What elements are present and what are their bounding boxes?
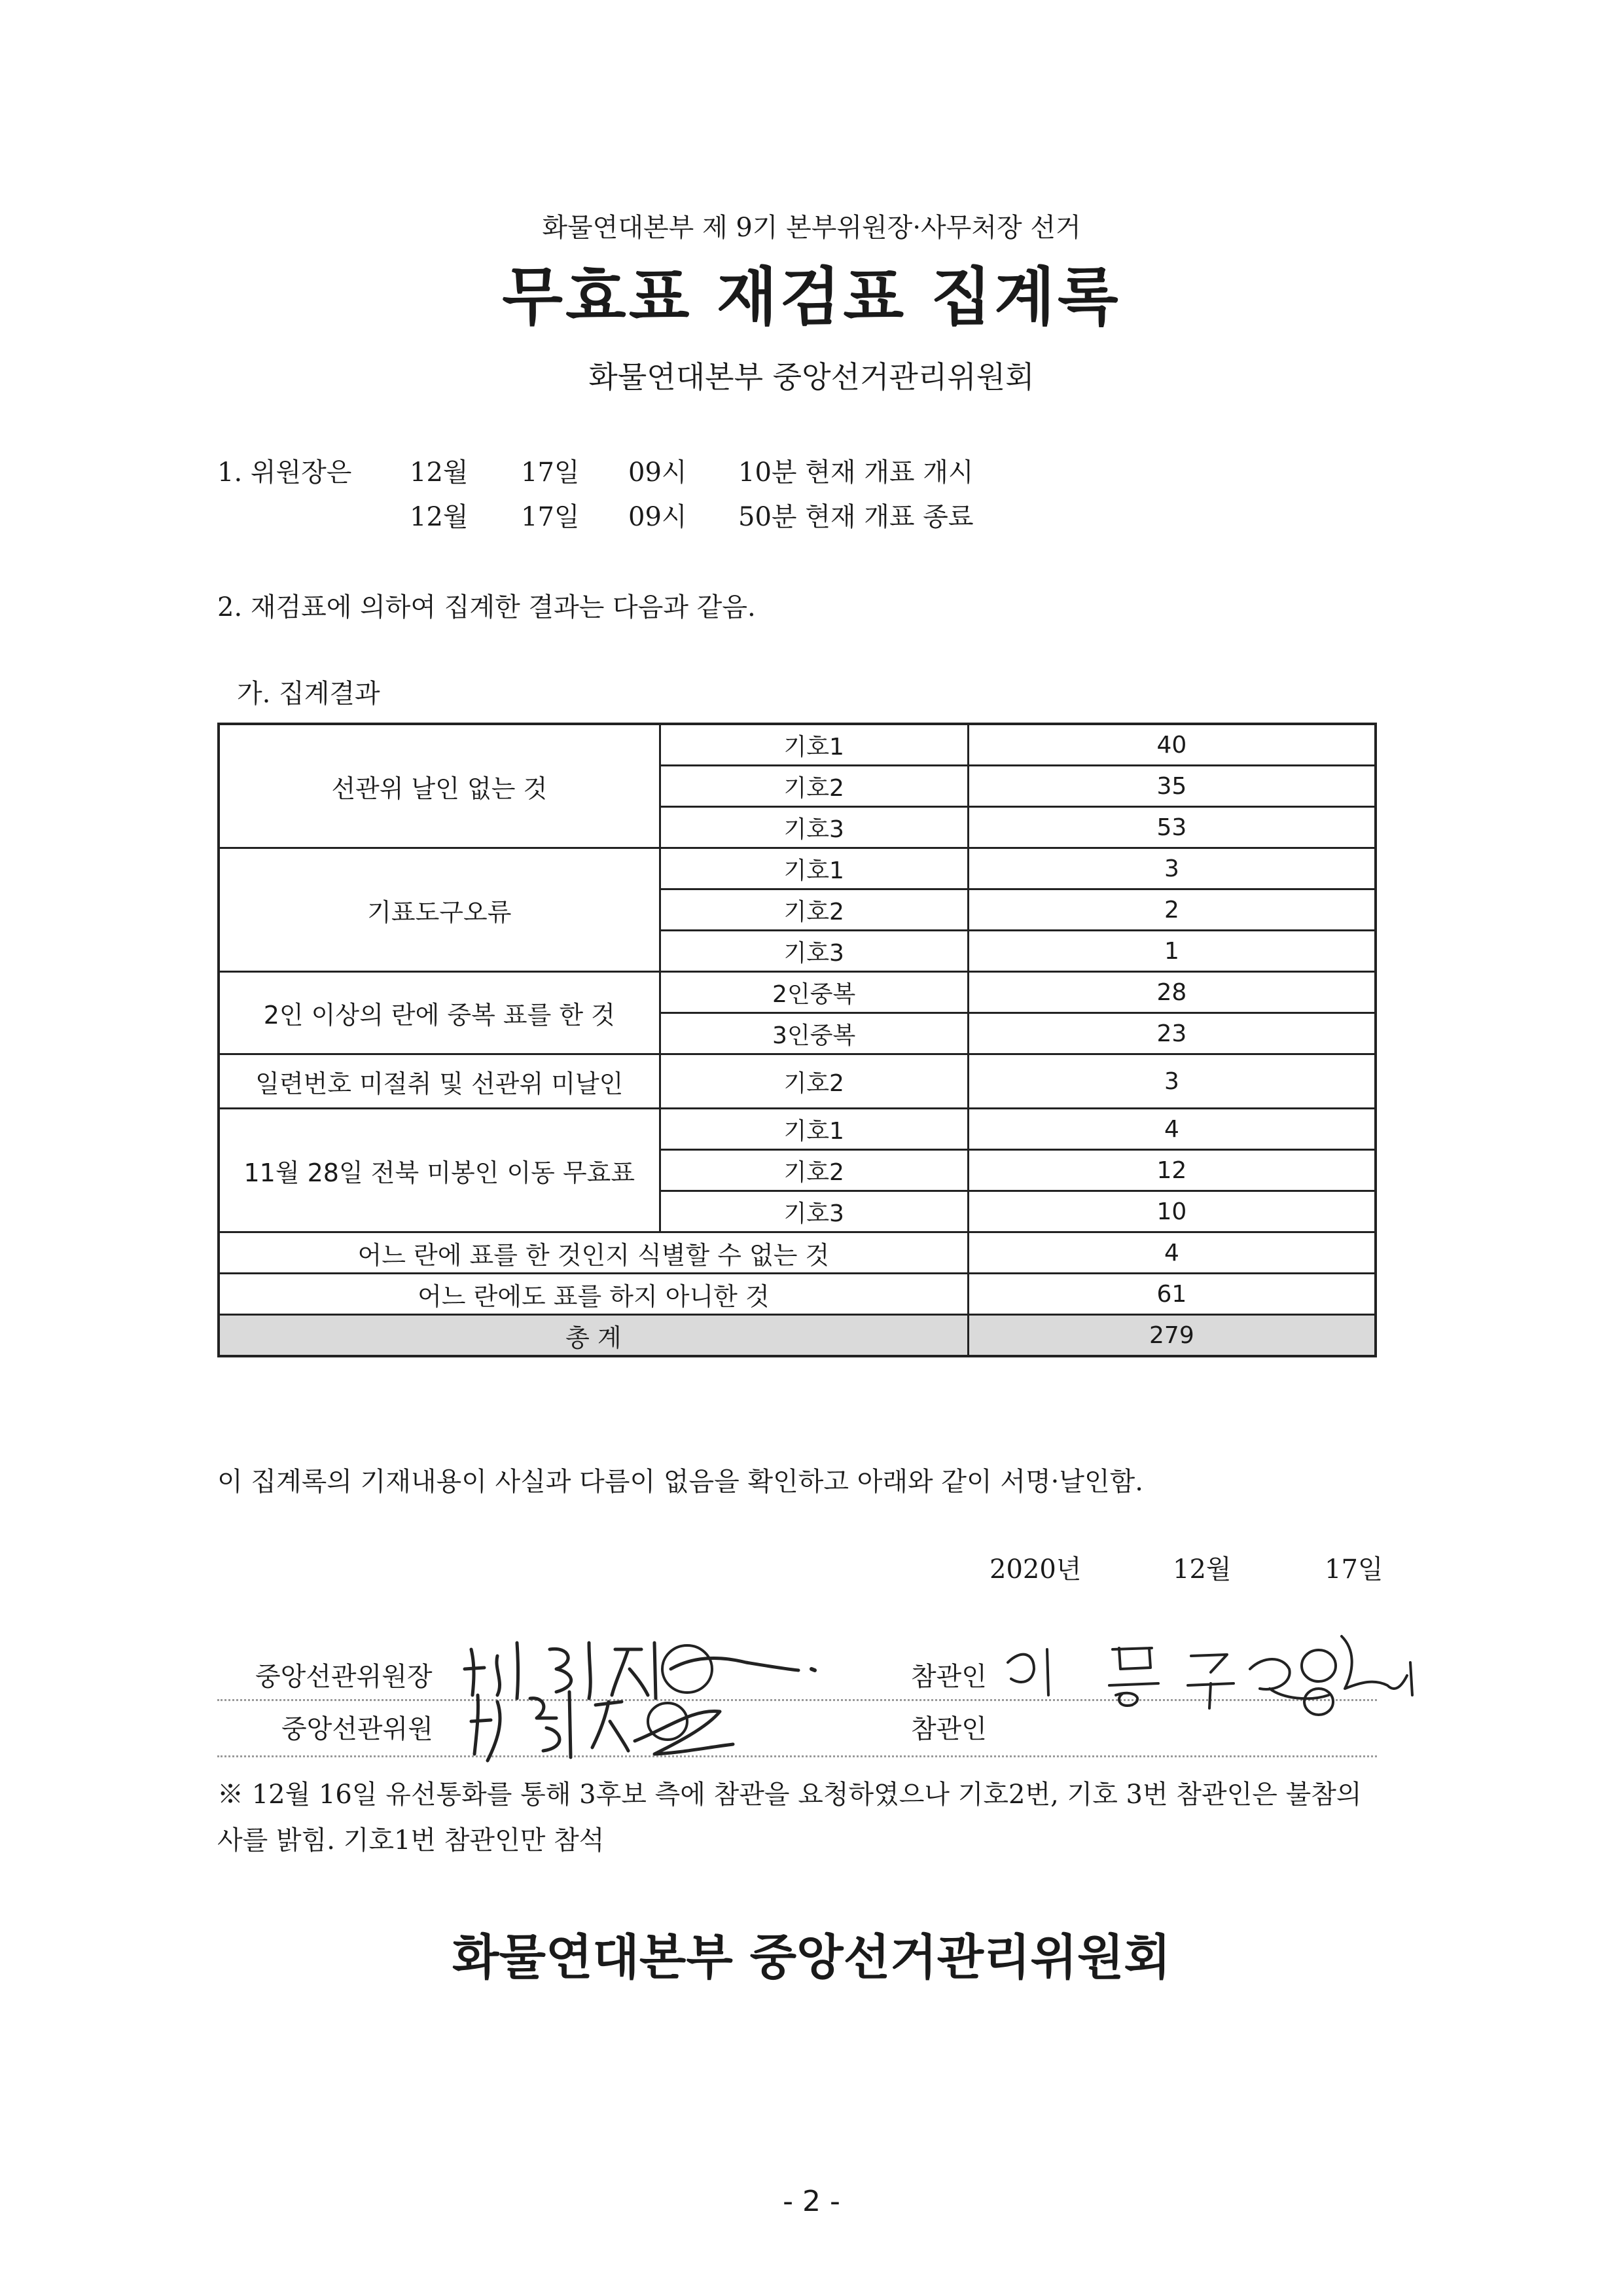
committee-name-top: 화물연대본부 중앙선거관리위원회 xyxy=(588,359,1035,395)
total-label: 총 계 xyxy=(219,1315,968,1357)
cell-value: 3 xyxy=(968,1054,1376,1109)
cell-value: 4 xyxy=(968,1232,1376,1274)
result-table xyxy=(217,723,1377,1357)
sub-label: 기호1 xyxy=(660,848,968,889)
cell-value: 28 xyxy=(968,972,1376,1013)
committee-name-footer: 화물연대본부 중앙선거관리위원회 xyxy=(452,1929,1171,1986)
sub-label: 기호2 xyxy=(660,766,968,807)
note-line1: ※ 12월 16일 유선통화를 통해 3후보 측에 참관을 요청하였으나 기호2번, 기호 3번 참관인은 불참의 xyxy=(217,1780,1362,1810)
cell-value: 23 xyxy=(968,1013,1376,1054)
cell-value: 61 xyxy=(968,1274,1376,1315)
member-signature xyxy=(458,1682,746,1767)
sub-label: 기호2 xyxy=(660,889,968,931)
total-row xyxy=(219,1315,1376,1357)
group-label: 일련번호 미절취 및 선관위 미날인 xyxy=(219,1054,660,1109)
group-label: 선관위 날인 없는 것 xyxy=(219,724,660,848)
observer2-label: 참관인 xyxy=(911,1714,987,1744)
cell-value: 10 xyxy=(968,1191,1376,1232)
sub-label: 기호1 xyxy=(660,1109,968,1150)
chair-label: 중앙선관위원장 xyxy=(255,1662,433,1692)
sub-label: 기호2 xyxy=(660,1150,968,1191)
date-year: 2020년 xyxy=(990,1554,1082,1585)
cell-value: 4 xyxy=(968,1109,1376,1150)
sub-label: 기호3 xyxy=(660,807,968,848)
date-day: 17일 xyxy=(1325,1554,1383,1585)
cell-value: 2 xyxy=(968,889,1376,931)
start-month: 12월 xyxy=(410,457,469,488)
table-row xyxy=(219,848,1376,889)
end-hour: 09시 xyxy=(628,502,687,532)
table-row xyxy=(219,724,1376,766)
table-row xyxy=(219,972,1376,1013)
signature-divider xyxy=(217,1755,1377,1757)
sub-label: 2인중복 xyxy=(660,972,968,1013)
cell-value: 40 xyxy=(968,724,1376,766)
cell-value: 3 xyxy=(968,848,1376,889)
document-title: 무효표 재검표 집계록 xyxy=(502,260,1121,334)
table-row xyxy=(219,1274,1376,1315)
observer1-label: 참관인 xyxy=(911,1662,987,1692)
table-row xyxy=(219,1232,1376,1274)
cell-value: 53 xyxy=(968,807,1376,848)
section2-text: 2. 재검표에 의하여 집계한 결과는 다음과 같음. xyxy=(217,592,756,622)
group-label: 11월 28일 전북 미봉인 이동 무효표 xyxy=(219,1109,660,1232)
single-row-label: 어느 란에 표를 한 것인지 식별할 수 없는 것 xyxy=(219,1232,968,1274)
start-day: 17일 xyxy=(521,457,580,488)
single-row-label: 어느 란에도 표를 하지 아니한 것 xyxy=(219,1274,968,1315)
note-line2: 사를 밝힘. 기호1번 참관인만 참석 xyxy=(217,1825,605,1856)
member-label: 중앙선관위원 xyxy=(281,1714,433,1744)
sub-label: 기호3 xyxy=(660,1191,968,1232)
table-row xyxy=(219,1054,1376,1109)
observer-signature xyxy=(1001,1623,1427,1728)
date-month: 12월 xyxy=(1173,1554,1232,1585)
sub-label: 기호2 xyxy=(660,1054,968,1109)
group-label: 기표도구오류 xyxy=(219,848,660,972)
sub-label: 기호1 xyxy=(660,724,968,766)
sub-label: 3인중복 xyxy=(660,1013,968,1054)
group-label: 2인 이상의 란에 중복 표를 한 것 xyxy=(219,972,660,1054)
total-value: 279 xyxy=(968,1315,1376,1357)
end-text: 50분 현재 개표 종료 xyxy=(738,502,974,532)
document-subtitle: 화물연대본부 제 9기 본부위원장·사무처장 선거 xyxy=(542,213,1081,243)
end-month: 12월 xyxy=(410,502,469,532)
start-hour: 09시 xyxy=(628,457,687,488)
confirmation-text: 이 집계록의 기재내용이 사실과 다름이 없음을 확인하고 아래와 같이 서명·날인함. xyxy=(217,1467,1143,1497)
end-day: 17일 xyxy=(521,502,580,532)
cell-value: 12 xyxy=(968,1150,1376,1191)
table-row xyxy=(219,1109,1376,1150)
start-text: 10분 현재 개표 개시 xyxy=(738,457,974,488)
section1-label: 1. 위원장은 xyxy=(217,457,352,488)
page-number: - 2 - xyxy=(783,2185,840,2218)
cell-value: 35 xyxy=(968,766,1376,807)
section2-subheading: 가. 집계결과 xyxy=(237,679,380,709)
cell-value: 1 xyxy=(968,931,1376,972)
sub-label: 기호3 xyxy=(660,931,968,972)
